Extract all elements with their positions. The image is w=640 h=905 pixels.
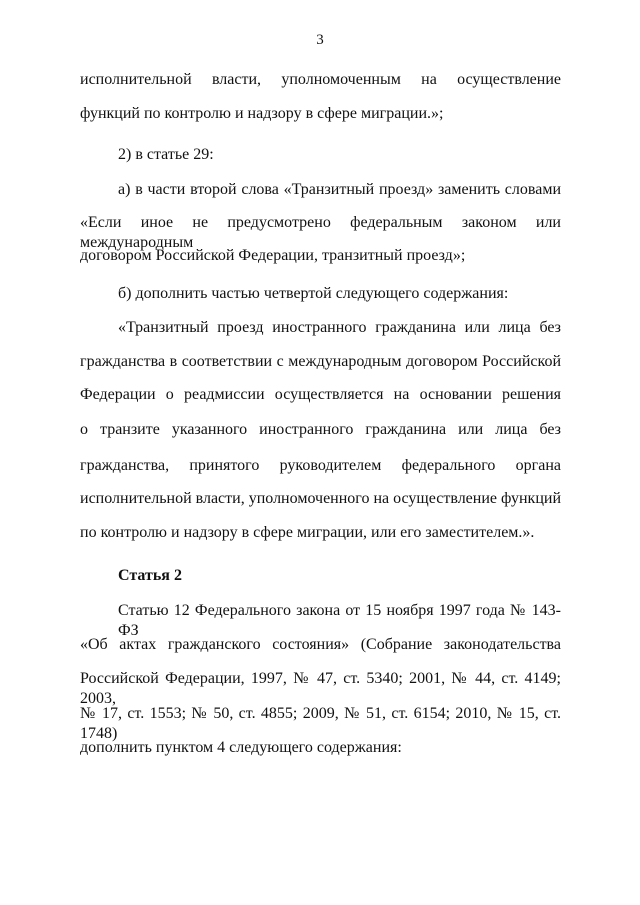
text-line: б) дополнить частью четвертой следующего содержания: <box>118 285 509 302</box>
text-line: исполнительной власти, уполномоченным на осуществление <box>80 71 561 88</box>
text-line: «Транзитный проезд иностранного гражданина или лица без <box>118 319 561 336</box>
text-line: Статью 12 Федерального закона от 15 ноября 1997 года № 143-ФЗ <box>118 602 561 639</box>
text-line: Российской Федерации, 1997, № 47, ст. 5340; 2001, № 44, ст. 4149; 2003, <box>80 670 561 707</box>
text-line: гражданства в соответствии с международным договором Российской <box>80 353 561 370</box>
text-line: по контролю и надзору в сфере миграции, или его заместителем.». <box>80 524 535 541</box>
text-line: исполнительной власти, уполномоченного на осуществление функций <box>80 490 561 507</box>
text-line: № 17, ст. 1553; № 50, ст. 4855; 2009, № 51, ст. 6154; 2010, № 15, ст. 1748) <box>80 705 561 742</box>
text-line: договором Российской Федерации, транзитный проезд»; <box>80 247 466 264</box>
text-line: о транзите указанного иностранного гражданина или лица без <box>80 421 561 438</box>
text-line: 2) в статье 29: <box>118 146 214 163</box>
text-line: а) в части второй слова «Транзитный проезд» заменить словами <box>118 181 561 198</box>
text-line: гражданства, принятого руководителем федерального органа <box>80 457 561 474</box>
text-line: функций по контролю и надзору в сфере миграции.»; <box>80 105 444 122</box>
section-heading: Статья 2 <box>118 567 182 584</box>
text-line: «Если иное не предусмотрено федеральным законом или международным <box>80 214 561 251</box>
text-line: «Об актах гражданского состояния» (Собрание законодательства <box>80 636 561 653</box>
page-number: 3 <box>316 32 324 48</box>
text-line: Федерации о реадмиссии осуществляется на основании решения <box>80 386 561 403</box>
text-line: дополнить пунктом 4 следующего содержания: <box>80 739 402 756</box>
